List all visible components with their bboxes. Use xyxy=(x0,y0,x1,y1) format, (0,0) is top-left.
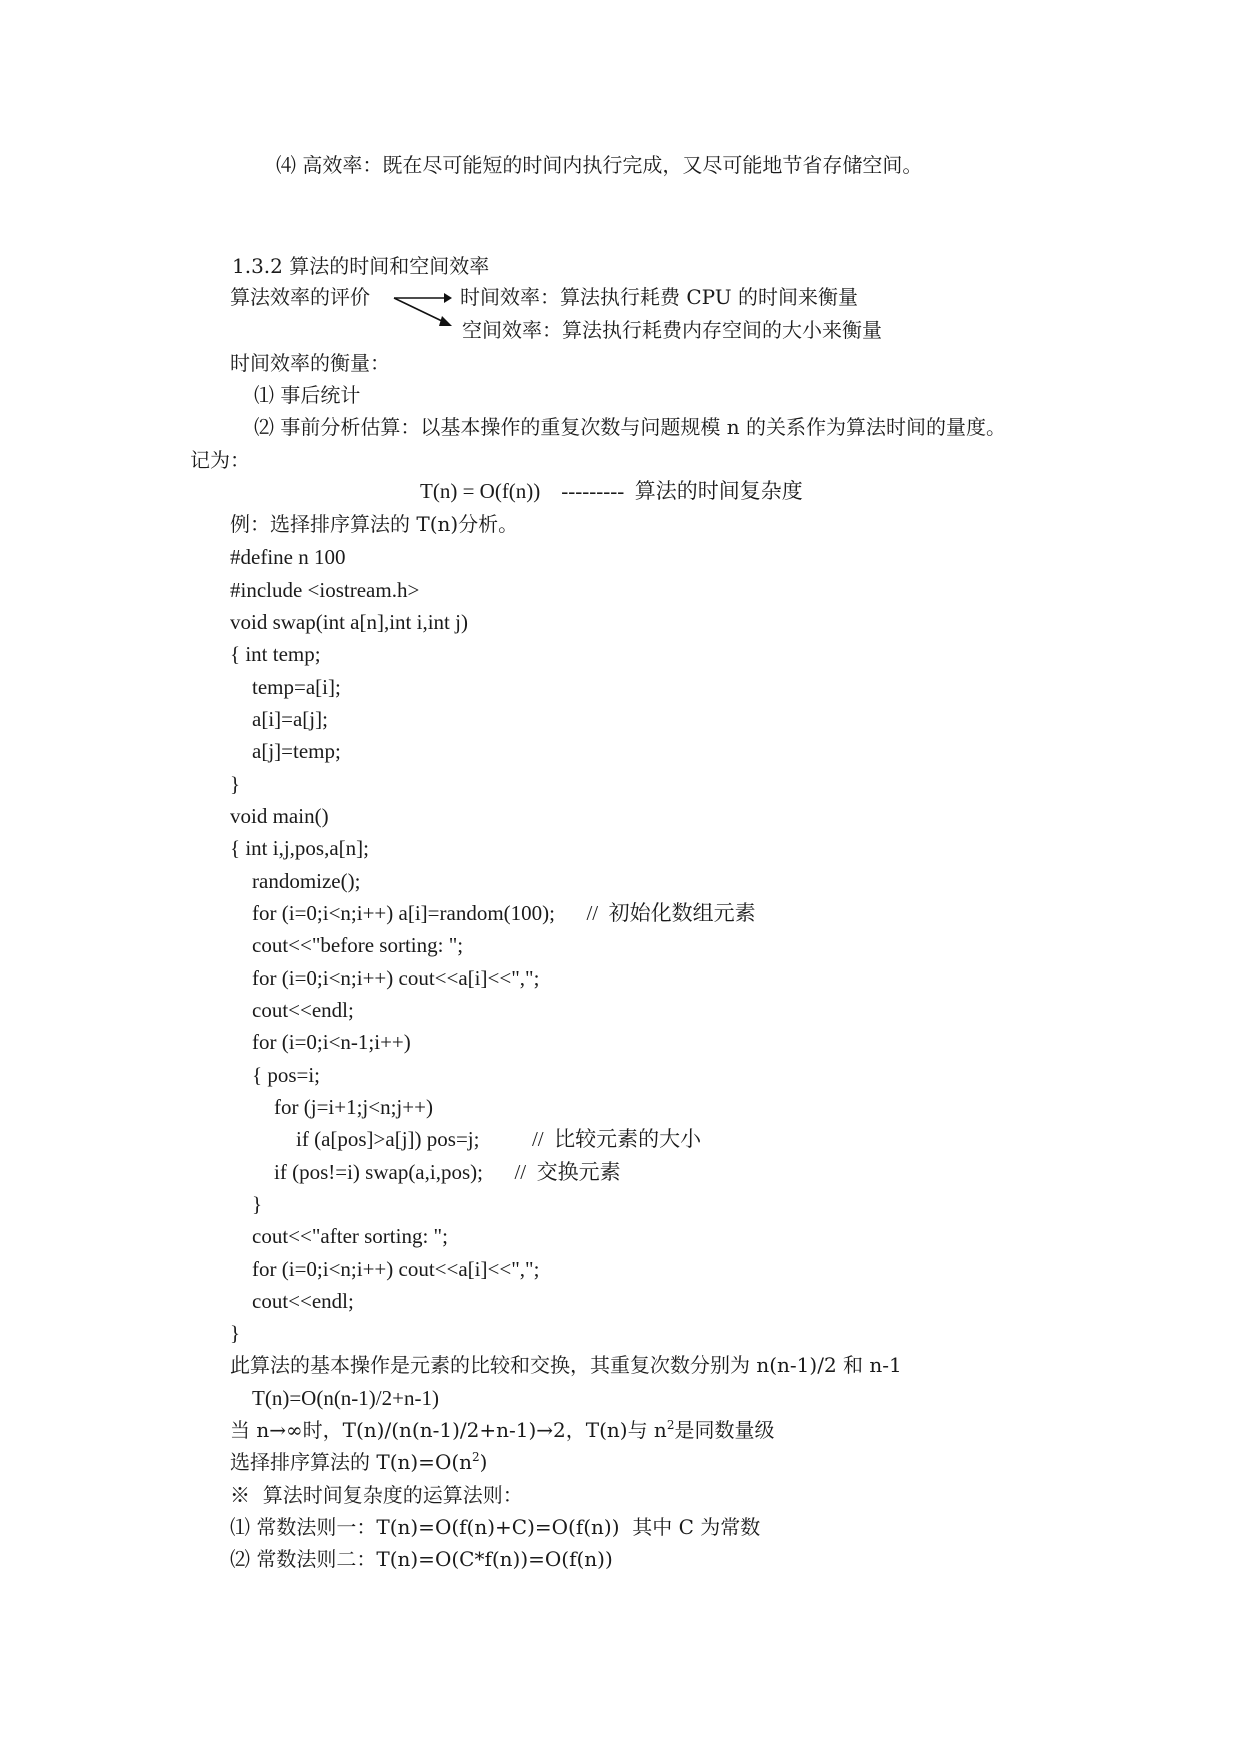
code-line: for (i=0;i<n-1;i++) xyxy=(252,1030,411,1054)
time-complexity-formula: T(n) = O(f(n)) --------- 算法的时间复杂度 xyxy=(420,479,803,503)
code-line: } xyxy=(230,772,241,796)
code-line: cout<<endl; xyxy=(252,998,354,1022)
code-line: for (i=0;i<n;i++) a[i]=random(100); // 初始化数组元素 xyxy=(252,901,756,925)
analysis-limit-tail: 是同数量级 xyxy=(674,1418,775,1442)
code-line: } xyxy=(252,1192,263,1216)
algorithm-efficiency-evaluation: 算法效率的评价 xyxy=(230,285,370,309)
code-line: randomize(); xyxy=(252,869,361,893)
code-line: for (i=0;i<n;i++) cout<<a[i]<<","; xyxy=(252,1257,540,1281)
selection-sort-complexity xyxy=(230,1449,487,1475)
selection-sort-complexity-tail: ) xyxy=(479,1450,488,1474)
analysis-limit-text: 当 n→∞时，T(n)/(n(n-1)/2+n-1)→2，T(n)与 n xyxy=(230,1418,667,1442)
code-line: void swap(int a[n],int i,int j) xyxy=(230,610,468,634)
analysis-formula: T(n)=O(n(n-1)/2+n-1) xyxy=(252,1386,439,1410)
superscript-2: 2 xyxy=(472,1450,480,1464)
branch-arrows-icon xyxy=(392,286,452,332)
example-heading: 例：选择排序算法的 T(n)分析。 xyxy=(230,512,519,536)
constant-rule-1: ⑴ 常数法则一：T(n)=O(f(n)+C)=O(f(n)) 其中 C 为常数 xyxy=(230,1515,761,1539)
code-line: temp=a[i]; xyxy=(252,675,341,699)
code-line: cout<<"after sorting: "; xyxy=(252,1224,448,1248)
space-efficiency-branch: 空间效率：算法执行耗费内存空间的大小来衡量 xyxy=(462,318,882,342)
analysis-limit xyxy=(230,1417,774,1443)
code-line: { pos=i; xyxy=(252,1063,321,1087)
code-line: void main() xyxy=(230,804,329,828)
efficiency-item-4: ⑷ 高效率：既在尽可能短的时间内执行完成，又尽可能地节省存储空间。 xyxy=(276,153,923,177)
denoted-as-label: 记为： xyxy=(190,448,250,472)
code-line: { int i,j,pos,a[n]; xyxy=(230,836,369,860)
analysis-basic-operations: 此算法的基本操作是元素的比较和交换，其重复次数分别为 n(n-1)/2 和 n-1 xyxy=(230,1353,902,1377)
section-heading-1-3-2: 1.3.2 算法的时间和空间效率 xyxy=(232,254,490,278)
complexity-rules-heading: ※ 算法时间复杂度的运算法则： xyxy=(230,1483,523,1507)
constant-rule-2: ⑵ 常数法则二：T(n)=O(C*f(n))=O(f(n)) xyxy=(230,1547,613,1571)
code-line: a[j]=temp; xyxy=(252,739,341,763)
code-line: if (pos!=i) swap(a,i,pos); // 交换元素 xyxy=(274,1160,621,1184)
code-line: a[i]=a[j]; xyxy=(252,707,328,731)
measure-item-2: ⑵ 事前分析估算：以基本操作的重复次数与问题规模 n 的关系作为算法时间的量度。 xyxy=(254,415,1006,439)
code-line: } xyxy=(230,1321,241,1345)
code-line: for (i=0;i<n;i++) cout<<a[i]<<","; xyxy=(252,966,540,990)
code-line: cout<<"before sorting: "; xyxy=(252,933,464,957)
code-line: #include <iostream.h> xyxy=(230,578,420,602)
time-efficiency-measure-heading: 时间效率的衡量： xyxy=(230,351,390,375)
code-line: for (j=i+1;j<n;j++) xyxy=(274,1095,433,1119)
code-line: #define n 100 xyxy=(230,545,346,569)
superscript-2: 2 xyxy=(666,1418,675,1432)
code-line: { int temp; xyxy=(230,642,321,666)
code-line: if (a[pos]>a[j]) pos=j; // 比较元素的大小 xyxy=(296,1127,702,1151)
code-line: cout<<endl; xyxy=(252,1289,354,1313)
measure-item-1: ⑴ 事后统计 xyxy=(254,383,361,407)
time-efficiency-branch: 时间效率：算法执行耗费 CPU 的时间来衡量 xyxy=(460,285,858,309)
selection-sort-complexity-text: 选择排序算法的 T(n)=O(n xyxy=(230,1450,473,1474)
